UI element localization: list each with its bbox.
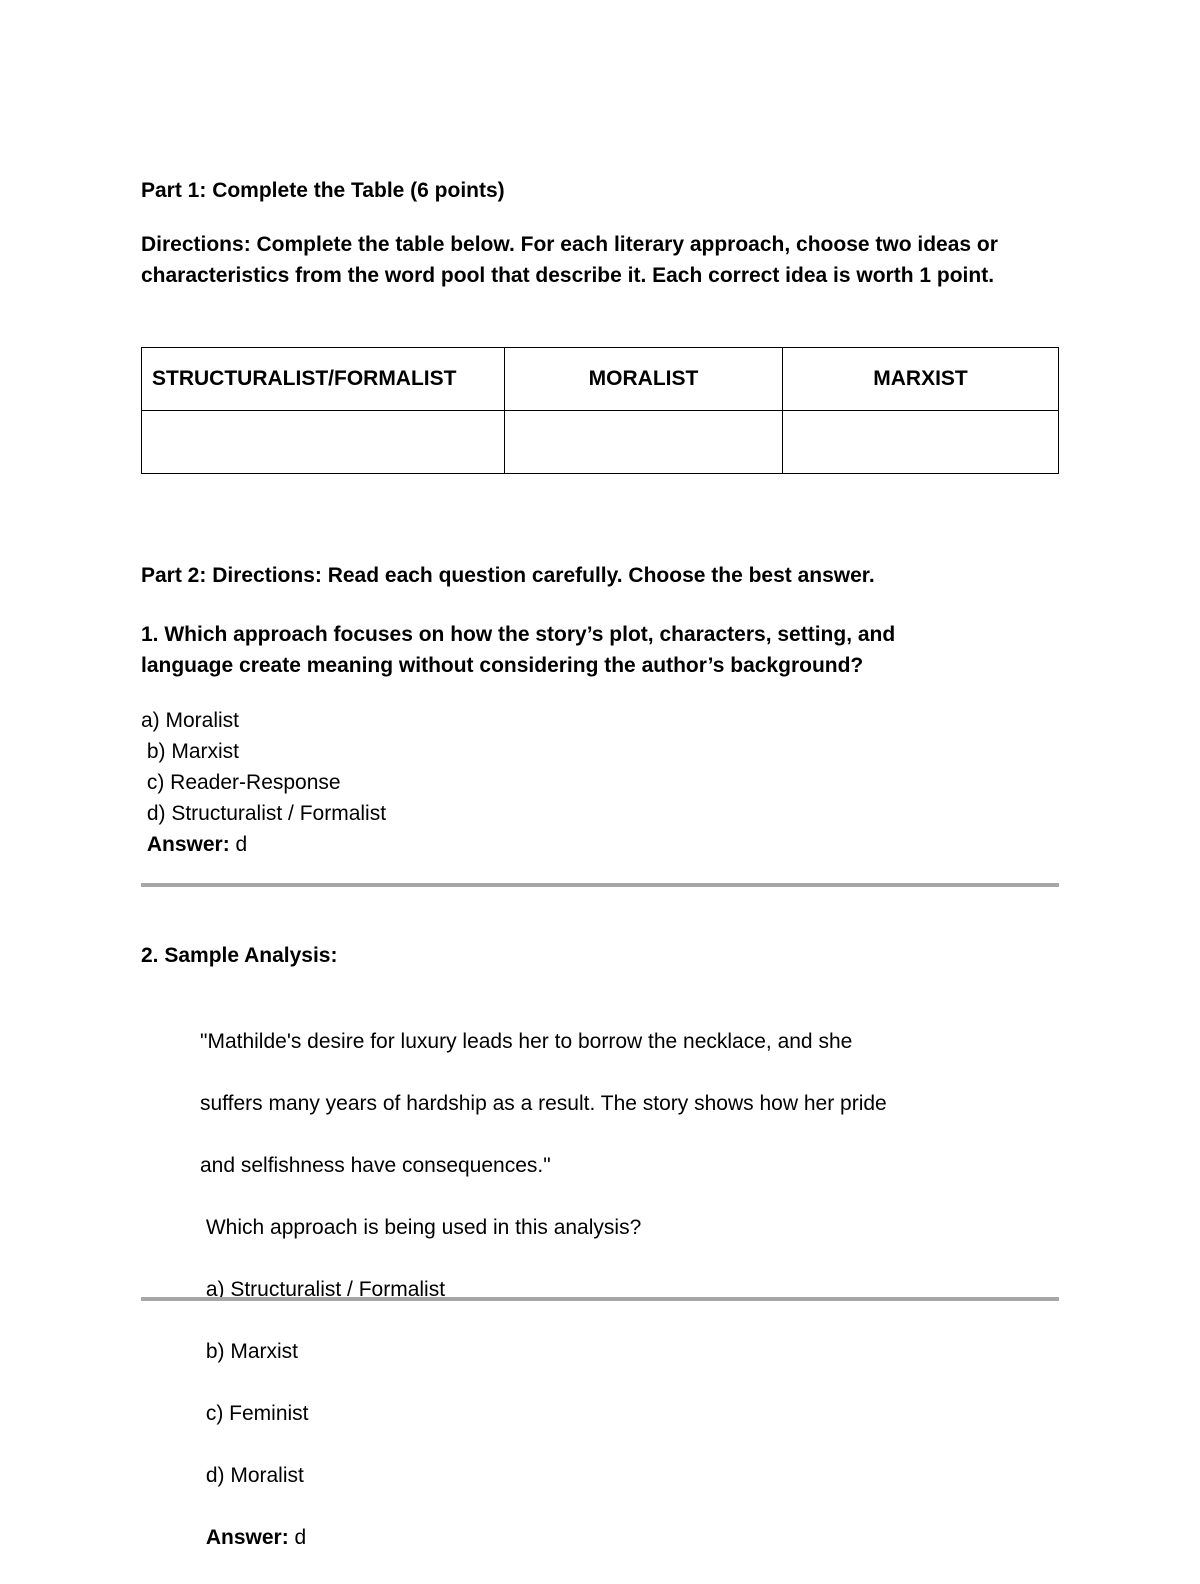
q2-quote-line: suffers many years of hardship as a result. The story shows how her pride (200, 1092, 887, 1115)
q2-answer-label: Answer: (205, 1526, 289, 1549)
divider (141, 883, 1059, 887)
divider (141, 1297, 1059, 1301)
q1-answer (141, 829, 386, 860)
q2-answer (200, 1522, 1000, 1553)
q2-prompt: Which approach is being used in this analysis? (200, 1216, 642, 1239)
q2-option-a: a) Structuralist / Formalist (200, 1278, 446, 1301)
q2-option-c: c) Feminist (200, 1402, 309, 1425)
q2-quote-line: and selfishness have consequences." (200, 1154, 551, 1177)
table-header-marxist: MARXIST (783, 348, 1059, 411)
q1-answer-value: d (229, 833, 248, 856)
table-row (142, 411, 1059, 474)
table-cell-marxist[interactable] (783, 411, 1059, 474)
q1-options (141, 705, 386, 860)
q2-quote-line: "Mathilde's desire for luxury leads her to borrow the necklace, and she (200, 1030, 853, 1053)
q1-option-b: b) Marxist (141, 740, 240, 763)
q1-question-line: 1. Which approach focuses on how the story’s plot, characters, setting, and (141, 623, 896, 646)
table-header-structuralist: STRUCTURALIST/FORMALIST (142, 348, 505, 411)
table-cell-structuralist[interactable] (142, 411, 505, 474)
q1-question-line: language create meaning without considering the author’s background? (141, 654, 864, 677)
approach-table (141, 347, 1059, 474)
q2-heading: 2. Sample Analysis: (141, 944, 338, 967)
q1-answer-label: Answer: (146, 833, 230, 856)
q2-answer-value: d (288, 1526, 307, 1549)
q1-option-d: d) Structuralist / Formalist (141, 802, 387, 825)
q2-option-b: b) Marxist (200, 1340, 299, 1363)
q1-question (141, 619, 895, 681)
part2-heading: Part 2: Directions: Read each question carefully. Choose the best answer. (141, 564, 875, 587)
table-header-row (142, 348, 1059, 411)
q1-option-c: c) Reader-Response (141, 771, 341, 794)
table-header-moralist: MORALIST (505, 348, 783, 411)
q2-block (200, 995, 1000, 1584)
q1-option-a: a) Moralist (141, 709, 240, 732)
table-cell-moralist[interactable] (505, 411, 783, 474)
q2-option-d: d) Moralist (200, 1464, 304, 1487)
part1-directions: Directions: Complete the table below. For each literary approach, choose two ideas or characteristics from the word pool that describe it. Each correct idea is worth 1 point. (141, 233, 998, 287)
part1-heading: Part 1: Complete the Table (6 points) (141, 179, 505, 202)
